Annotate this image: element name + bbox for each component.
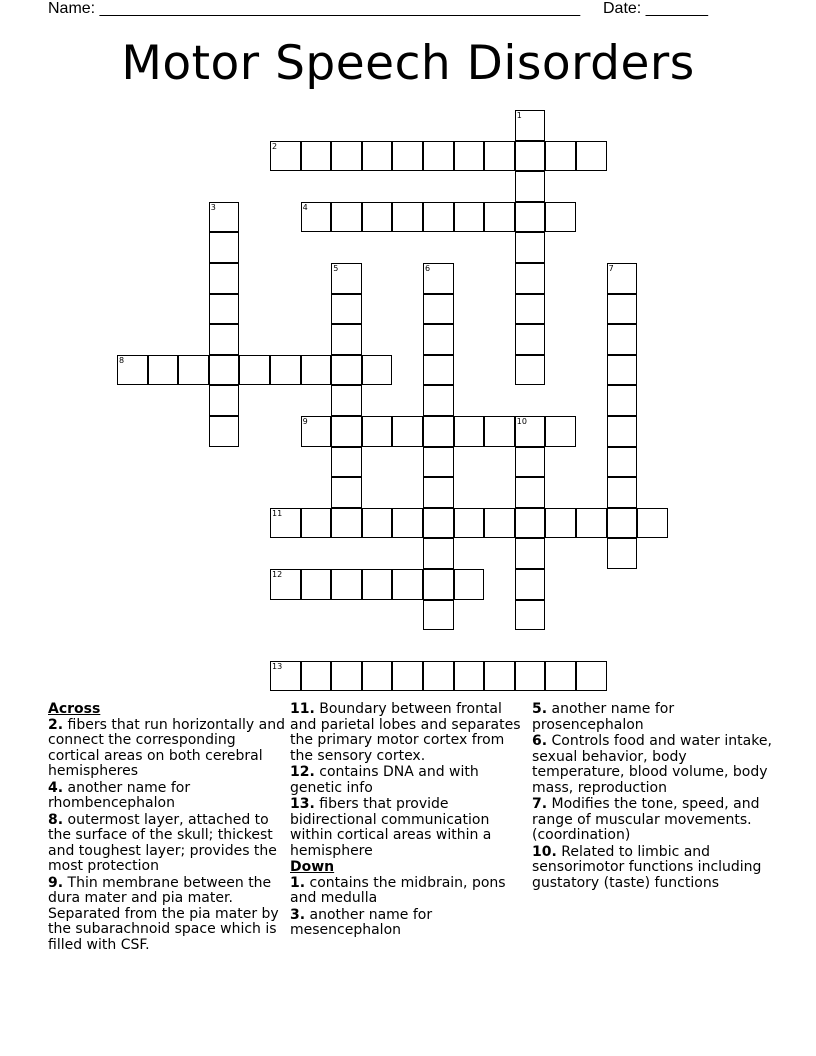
crossword-cell[interactable] bbox=[484, 416, 515, 447]
clue-text: another name for prosencephalon bbox=[532, 701, 675, 733]
cell-number: 13 bbox=[272, 661, 283, 671]
clue-number: 13. bbox=[290, 796, 315, 812]
clue-across-4 bbox=[48, 781, 288, 812]
crossword-cell[interactable] bbox=[454, 569, 485, 600]
crossword-cell[interactable] bbox=[515, 171, 546, 202]
clue-text: Related to limbic and sensorimotor functions including gustatory (taste) functions bbox=[532, 843, 762, 891]
clue-number: 1. bbox=[290, 874, 306, 891]
crossword-cell[interactable] bbox=[392, 508, 423, 539]
crossword-cell[interactable] bbox=[607, 294, 638, 325]
crossword-cell[interactable] bbox=[270, 508, 301, 539]
crossword-cell[interactable] bbox=[607, 477, 638, 508]
crossword-cell[interactable] bbox=[576, 141, 607, 172]
crossword-cell[interactable] bbox=[270, 355, 301, 386]
crossword-cell[interactable] bbox=[331, 202, 362, 233]
crossword-cell[interactable] bbox=[423, 569, 454, 600]
crossword-cell[interactable] bbox=[270, 661, 301, 692]
crossword-cell[interactable] bbox=[515, 202, 546, 233]
crossword-cell[interactable] bbox=[331, 447, 362, 478]
crossword-cell[interactable] bbox=[545, 661, 576, 692]
crossword-cell[interactable] bbox=[148, 355, 179, 386]
crossword-cell[interactable] bbox=[515, 569, 546, 600]
crossword-cell[interactable] bbox=[331, 661, 362, 692]
date-label: Date: bbox=[603, 0, 642, 17]
crossword-cell[interactable] bbox=[576, 661, 607, 692]
crossword-cell[interactable] bbox=[239, 355, 270, 386]
crossword-cell[interactable] bbox=[484, 661, 515, 692]
crossword-cell[interactable] bbox=[545, 416, 576, 447]
crossword-cell[interactable] bbox=[423, 294, 454, 325]
clue-down-5 bbox=[532, 702, 772, 733]
date-field[interactable]: _______ bbox=[645, 0, 708, 17]
crossword-cell[interactable] bbox=[576, 508, 607, 539]
clue-down-1 bbox=[290, 876, 530, 907]
crossword-cell[interactable] bbox=[209, 263, 240, 294]
crossword-cell[interactable] bbox=[331, 508, 362, 539]
crossword-cell[interactable] bbox=[515, 294, 546, 325]
crossword-cell[interactable] bbox=[331, 477, 362, 508]
clue-number: 6. bbox=[532, 733, 548, 749]
crossword-cell[interactable] bbox=[545, 508, 576, 539]
crossword-cell[interactable] bbox=[423, 355, 454, 386]
crossword-cell[interactable] bbox=[423, 477, 454, 508]
clue-number: 3. bbox=[290, 906, 306, 923]
name-label: Name: bbox=[48, 0, 96, 17]
crossword-cell[interactable] bbox=[209, 202, 240, 233]
clues-column-2 bbox=[290, 702, 530, 940]
crossword-cell[interactable] bbox=[331, 385, 362, 416]
page-title: Motor Speech Disorders bbox=[121, 36, 695, 91]
crossword-cell[interactable] bbox=[392, 416, 423, 447]
crossword-cell[interactable] bbox=[484, 202, 515, 233]
crossword-cell[interactable] bbox=[515, 508, 546, 539]
clue-number: 2. bbox=[48, 716, 64, 733]
crossword-cell[interactable] bbox=[637, 508, 668, 539]
crossword-cell[interactable] bbox=[484, 508, 515, 539]
crossword-cell[interactable] bbox=[331, 263, 362, 294]
crossword-cell[interactable] bbox=[362, 661, 393, 692]
crossword-cell[interactable] bbox=[545, 141, 576, 172]
clue-down-3 bbox=[290, 908, 530, 939]
crossword-cell[interactable] bbox=[423, 416, 454, 447]
crossword-cell[interactable] bbox=[423, 447, 454, 478]
crossword-cell[interactable] bbox=[209, 232, 240, 263]
crossword-cell[interactable] bbox=[331, 416, 362, 447]
crossword-cell[interactable] bbox=[423, 263, 454, 294]
crossword-cell[interactable] bbox=[209, 416, 240, 447]
crossword-cell[interactable] bbox=[515, 263, 546, 294]
crossword-cell[interactable] bbox=[362, 508, 393, 539]
cell-number: 11 bbox=[272, 508, 283, 518]
crossword-cell[interactable] bbox=[301, 569, 332, 600]
clue-down-7 bbox=[532, 797, 772, 844]
clue-down-6 bbox=[532, 734, 772, 796]
cell-number: 9 bbox=[302, 417, 308, 426]
crossword-cell[interactable] bbox=[178, 355, 209, 386]
clue-across-12 bbox=[290, 765, 530, 796]
crossword-cell[interactable] bbox=[270, 141, 301, 172]
crossword-cell[interactable] bbox=[301, 141, 332, 172]
clue-across-11 bbox=[290, 702, 530, 764]
crossword-cell[interactable] bbox=[607, 263, 638, 294]
crossword-cell[interactable] bbox=[515, 232, 546, 263]
cell-number: 8 bbox=[119, 355, 125, 365]
crossword-cell[interactable] bbox=[515, 141, 546, 172]
crossword-cell[interactable] bbox=[515, 538, 546, 569]
clue-number: 4. bbox=[48, 779, 64, 796]
crossword-cell[interactable] bbox=[515, 110, 546, 141]
crossword-cell[interactable] bbox=[545, 202, 576, 233]
crossword-cell[interactable] bbox=[331, 324, 362, 355]
crossword-cell[interactable] bbox=[515, 355, 546, 386]
crossword-cell[interactable] bbox=[209, 355, 240, 386]
crossword-cell[interactable] bbox=[331, 141, 362, 172]
clue-text: contains the midbrain, pons and medulla bbox=[290, 874, 506, 906]
clues-column-1 bbox=[48, 702, 288, 954]
crossword-cell[interactable] bbox=[301, 355, 332, 386]
crossword-cell[interactable] bbox=[515, 600, 546, 631]
cell-number: 12 bbox=[272, 570, 283, 579]
down-heading: Down bbox=[290, 859, 335, 875]
clue-number: 11. bbox=[290, 701, 315, 717]
crossword-cell[interactable] bbox=[423, 141, 454, 172]
crossword-cell[interactable] bbox=[362, 416, 393, 447]
crossword-cell[interactable] bbox=[331, 569, 362, 600]
crossword-cell[interactable] bbox=[117, 355, 148, 386]
clue-number: 9. bbox=[48, 874, 64, 891]
clues-column-3 bbox=[532, 702, 772, 892]
crossword-cell[interactable] bbox=[423, 661, 454, 692]
crossword-cell[interactable] bbox=[607, 385, 638, 416]
crossword-cell[interactable] bbox=[454, 202, 485, 233]
crossword-cell[interactable] bbox=[515, 416, 546, 447]
clue-text: Boundary between frontal and parietal lobes and separates the primary motor cortex from the sensory cortex. bbox=[290, 701, 521, 764]
clue-number: 8. bbox=[48, 811, 64, 828]
crossword-cell[interactable] bbox=[362, 569, 393, 600]
clue-text: outermost layer, attached to the surface of the skull; thickest and toughest layer; provides the most protection bbox=[48, 811, 277, 874]
crossword-cell[interactable] bbox=[301, 202, 332, 233]
across-heading: Across bbox=[48, 701, 101, 717]
clue-text: fibers that run horizontally and connect the corresponding cortical areas on both cerebral hemispheres bbox=[48, 716, 285, 779]
crossword-cell[interactable] bbox=[362, 141, 393, 172]
crossword-cell[interactable] bbox=[607, 416, 638, 447]
clue-text: Controls food and water intake, sexual behavior, body temperature, blood volume, body mass, reproduction bbox=[532, 733, 772, 796]
crossword-cell[interactable] bbox=[209, 385, 240, 416]
cell-number: 3 bbox=[210, 202, 216, 212]
crossword-cell[interactable] bbox=[423, 324, 454, 355]
clue-number: 5. bbox=[532, 701, 548, 717]
crossword-cell[interactable] bbox=[515, 477, 546, 508]
crossword-cell[interactable] bbox=[423, 508, 454, 539]
crossword-cell[interactable] bbox=[515, 324, 546, 355]
crossword-cell[interactable] bbox=[301, 508, 332, 539]
crossword-cell[interactable] bbox=[454, 141, 485, 172]
cell-number: 4 bbox=[302, 202, 308, 212]
crossword-cell[interactable] bbox=[392, 569, 423, 600]
crossword-cell[interactable] bbox=[515, 661, 546, 692]
crossword-cell[interactable] bbox=[301, 416, 332, 447]
crossword-cell[interactable] bbox=[209, 294, 240, 325]
crossword-cell[interactable] bbox=[607, 447, 638, 478]
crossword-cell[interactable] bbox=[331, 294, 362, 325]
clue-text: Modifies the tone, speed, and range of muscular movements. (coordination) bbox=[532, 796, 760, 843]
clue-down-10 bbox=[532, 845, 772, 892]
clue-text: another name for mesencephalon bbox=[290, 906, 433, 938]
crossword-cell[interactable] bbox=[607, 538, 638, 569]
crossword-cell[interactable] bbox=[454, 416, 485, 447]
crossword-cell[interactable] bbox=[301, 661, 332, 692]
crossword-cell[interactable] bbox=[607, 324, 638, 355]
cell-number: 6 bbox=[425, 264, 431, 273]
crossword-cell[interactable] bbox=[270, 569, 301, 600]
crossword-cell[interactable] bbox=[454, 661, 485, 692]
crossword-cell[interactable] bbox=[423, 385, 454, 416]
clue-text: another name for rhombencephalon bbox=[48, 779, 191, 811]
crossword-cell[interactable] bbox=[607, 508, 638, 539]
crossword-cell[interactable] bbox=[423, 202, 454, 233]
clue-number: 12. bbox=[290, 764, 315, 780]
crossword-cell[interactable] bbox=[515, 447, 546, 478]
clue-text: fibers that provide bidirectional communication within cortical areas within a hemisphere bbox=[290, 796, 492, 859]
cell-number: 7 bbox=[608, 264, 614, 273]
clue-across-13 bbox=[290, 797, 530, 859]
clue-text: Thin membrane between the dura mater and pia mater. Separated from the pia mater by the subarachnoid space which is filled with CSF. bbox=[48, 874, 279, 953]
crossword-cell[interactable] bbox=[331, 355, 362, 386]
cell-number: 10 bbox=[516, 417, 527, 426]
clue-number: 7. bbox=[532, 796, 548, 812]
crossword-cell[interactable] bbox=[362, 355, 393, 386]
name-field[interactable]: ______________________________________________________ bbox=[99, 0, 581, 17]
cell-number: 5 bbox=[333, 264, 339, 273]
crossword-cell[interactable] bbox=[392, 141, 423, 172]
crossword-cell[interactable] bbox=[392, 202, 423, 233]
crossword-cell[interactable] bbox=[423, 538, 454, 569]
crossword-cell[interactable] bbox=[209, 324, 240, 355]
clue-across-8 bbox=[48, 813, 288, 875]
cell-number: 2 bbox=[272, 141, 278, 151]
crossword-cell[interactable] bbox=[392, 661, 423, 692]
crossword-cell[interactable] bbox=[454, 508, 485, 539]
clue-text: contains DNA and with genetic info bbox=[290, 764, 479, 796]
cell-number: 1 bbox=[516, 111, 522, 120]
clue-across-2 bbox=[48, 718, 288, 780]
crossword-cell[interactable] bbox=[484, 141, 515, 172]
crossword-cell[interactable] bbox=[607, 355, 638, 386]
clue-across-9 bbox=[48, 876, 288, 954]
clue-number: 10. bbox=[532, 843, 557, 860]
crossword-cell[interactable] bbox=[362, 202, 393, 233]
crossword-cell[interactable] bbox=[423, 600, 454, 631]
